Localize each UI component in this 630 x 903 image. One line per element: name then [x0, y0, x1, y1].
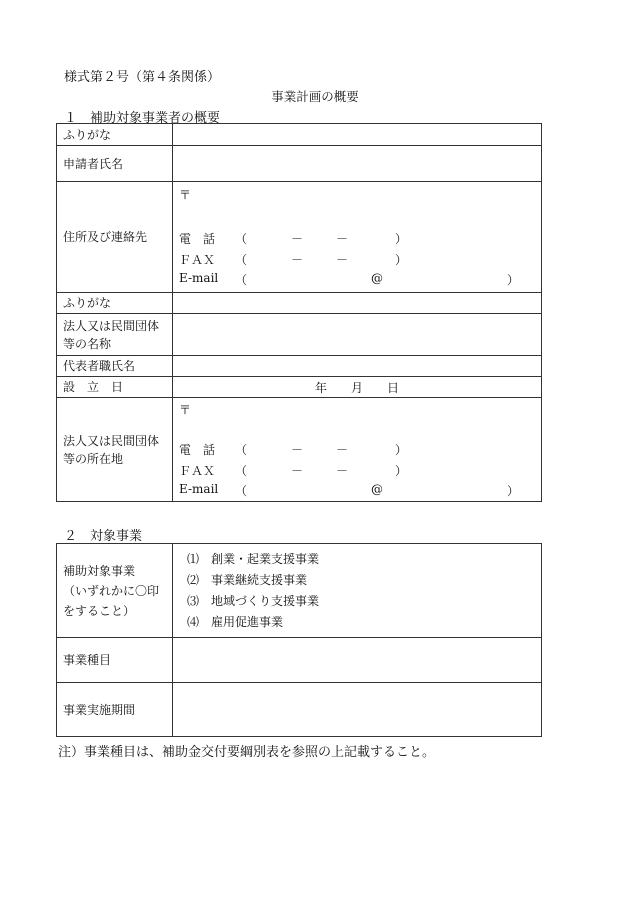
row-org-address — [57, 398, 542, 502]
label-furigana: ふりがな — [57, 124, 173, 146]
field-business-type[interactable] — [173, 638, 542, 683]
row-business-type — [57, 638, 542, 683]
paren-open: （ — [235, 443, 248, 457]
field-target-business[interactable] — [173, 544, 542, 638]
tel-label: 電 話 — [179, 443, 216, 457]
dash: － — [336, 232, 349, 246]
field-org-name[interactable] — [173, 314, 542, 356]
row-address-contact — [57, 182, 542, 293]
dash: － — [336, 443, 349, 457]
at-mark: @ — [371, 271, 383, 285]
option-community[interactable]: ⑶ 地域づくり支援事業 — [187, 593, 320, 608]
label-org-name-line1: 法人又は民間団体 — [63, 318, 160, 333]
form-number: 様式第２号（第４条関係） — [64, 70, 221, 85]
paren-close: ） — [395, 443, 408, 457]
date-format: 年 月 日 — [314, 380, 399, 395]
label-furigana2: ふりがな — [57, 293, 173, 314]
document-title: 事業計画の概要 — [271, 89, 359, 104]
fax-label: ＦＡＸ — [179, 464, 216, 478]
row-applicant-name — [57, 146, 542, 182]
label-business-type: 事業種目 — [57, 638, 173, 683]
dash: － — [291, 443, 304, 457]
dash: － — [291, 464, 304, 478]
postal-mark: 〒 — [179, 403, 192, 417]
label-org-address-line1: 法人又は民間団体 — [63, 433, 160, 448]
label-org-name — [57, 314, 173, 356]
dash: － — [336, 253, 349, 267]
field-furigana[interactable] — [173, 124, 542, 146]
fax-label: ＦＡＸ — [179, 253, 216, 267]
email-label: E-mail — [179, 482, 219, 496]
paren-open: （ — [235, 273, 248, 287]
option-startup[interactable]: ⑴ 創業・起業支援事業 — [187, 551, 320, 566]
dash: － — [291, 253, 304, 267]
label-target-line2: （いずれかに〇印 — [63, 583, 160, 598]
label-target-business — [57, 544, 173, 638]
label-org-name-line2: 等の名称 — [63, 336, 112, 351]
paren-open: （ — [235, 253, 248, 267]
label-target-line1: 補助対象事業 — [63, 563, 136, 578]
label-established: 設 立 日 — [57, 377, 173, 398]
paren-close: ） — [395, 464, 408, 478]
field-established-date[interactable] — [173, 377, 542, 398]
label-applicant-name: 申請者氏名 — [57, 146, 173, 182]
label-address-contact: 住所及び連絡先 — [57, 182, 173, 293]
field-period[interactable] — [173, 683, 542, 737]
row-established — [57, 377, 542, 398]
row-period — [57, 683, 542, 737]
dash: － — [291, 232, 304, 246]
field-rep-name[interactable] — [173, 356, 542, 377]
paren-close: ） — [507, 484, 520, 498]
field-org-address[interactable] — [173, 398, 542, 502]
paren-open: （ — [235, 232, 248, 246]
paren-close: ） — [395, 253, 408, 267]
footnote: 注）事業種目は、補助金交付要綱別表を参照の上記載すること。 — [58, 745, 436, 760]
field-furigana2[interactable] — [173, 293, 542, 314]
at-mark: @ — [371, 482, 383, 496]
option-continuity[interactable]: ⑵ 事業継続支援事業 — [187, 572, 308, 587]
field-address-contact[interactable] — [173, 182, 542, 293]
row-rep-name — [57, 356, 542, 377]
paren-open: （ — [235, 484, 248, 498]
label-target-line3: をすること） — [63, 603, 136, 618]
postal-mark: 〒 — [179, 188, 192, 202]
applicant-overview-table — [56, 123, 542, 502]
email-label: E-mail — [179, 271, 219, 285]
row-furigana2 — [57, 293, 542, 314]
paren-close: ） — [395, 232, 408, 246]
dash: － — [336, 464, 349, 478]
label-rep-name: 代表者職氏名 — [57, 356, 173, 377]
row-target-business — [57, 544, 542, 638]
section1-heading: １ 補助対象事業者の概要 — [64, 111, 221, 126]
row-furigana — [57, 124, 542, 146]
field-applicant-name[interactable] — [173, 146, 542, 182]
option-employment[interactable]: ⑷ 雇用促進事業 — [187, 614, 284, 629]
paren-open: （ — [235, 464, 248, 478]
label-period: 事業実施期間 — [57, 683, 173, 737]
target-business-table — [56, 543, 542, 737]
label-org-address — [57, 398, 173, 502]
label-org-address-line2: 等の所在地 — [63, 451, 124, 466]
row-org-name — [57, 314, 542, 356]
tel-label: 電 話 — [179, 232, 216, 246]
section2-heading: ２ 対象事業 — [64, 529, 143, 544]
paren-close: ） — [507, 273, 520, 287]
